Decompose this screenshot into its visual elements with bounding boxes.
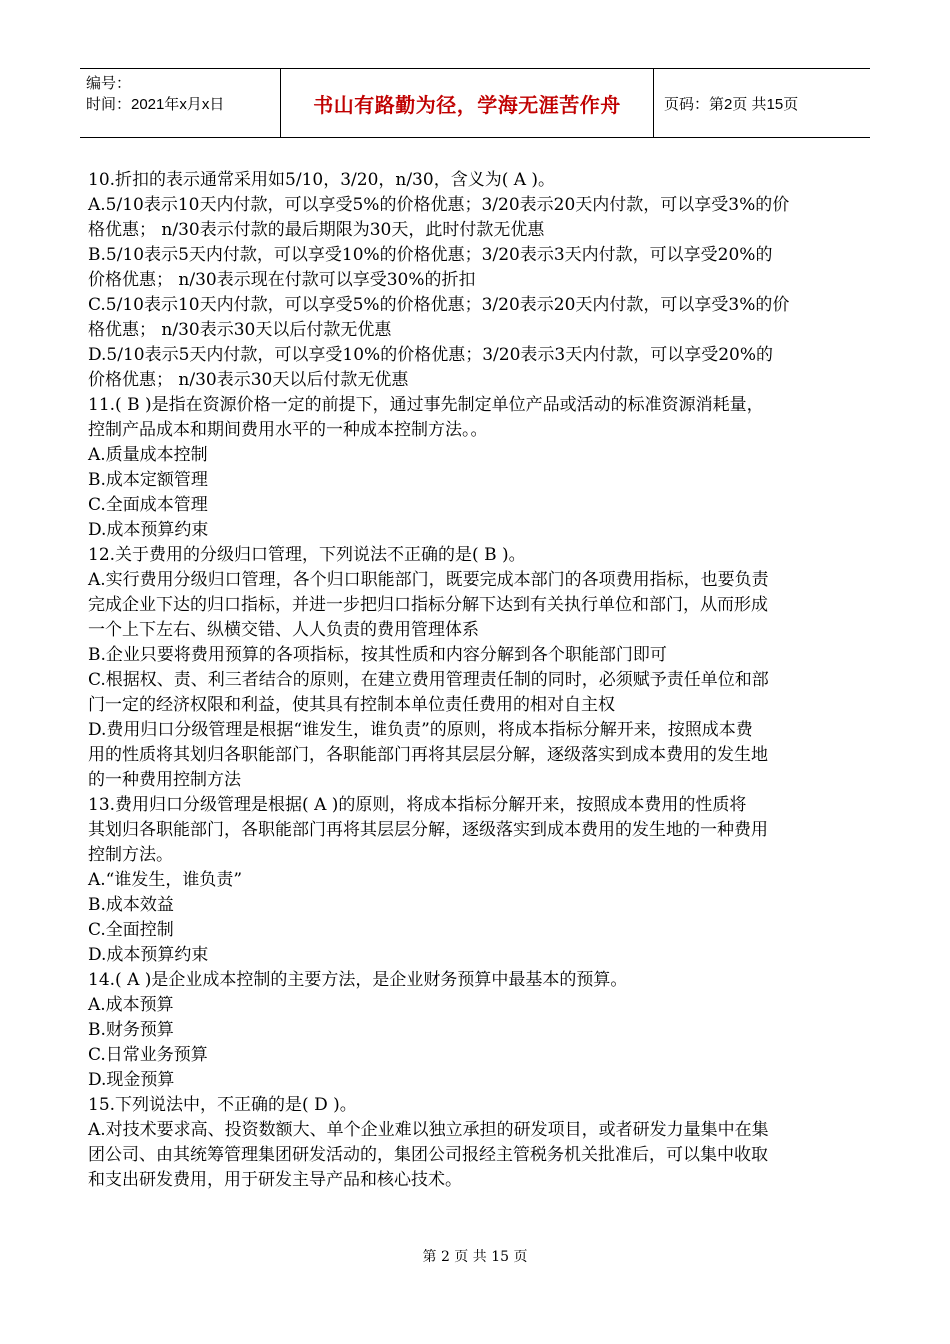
text-line: A.实行费用分级归口管理，各个归口职能部门，既要完成本部门的各项费用指标，也要负责 [88,570,769,590]
text-line: 其划归各职能部门，各职能部门再将其层层分解，逐级落实到成本费用的发生地的一种费用 [88,820,768,840]
document-body [88,168,868,1193]
text-line: C.根据权、责、利三者结合的原则，在建立费用管理责任制的同时，必须赋予责任单位和部 [88,670,769,690]
text-line: B.成本定额管理 [88,470,208,490]
text-line: A.质量成本控制 [88,445,208,465]
header-page-label: 页码：第2页 共15页 [664,95,799,113]
text-line: 价格优惠； n/30表示30天以后付款无优惠 [88,370,409,390]
text-line: 价格优惠； n/30表示现在付款可以享受30%的折扣 [88,270,476,290]
page-footer: 第 2 页 共 15 页 [422,1249,528,1265]
text-line: 格优惠； n/30表示30天以后付款无优惠 [88,320,392,340]
text-line: D.5/10表示5天内付款，可以享受10%的价格优惠；3/20表示3天内付款，可以享受20%的 [88,345,773,365]
date-label: 时间：2021年x月x日 [86,96,225,113]
text-line: B.成本效益 [88,895,174,915]
text-line: 15.下列说法中，不正确的是( D )。 [88,1095,357,1115]
page-header [80,68,870,138]
text-line: 团公司、由其统筹管理集团研发活动的，集团公司报经主管税务机关批准后，可以集中收取 [88,1145,768,1165]
text-line: 格优惠； n/30表示付款的最后期限为30天，此时付款无优惠 [88,220,545,240]
text-line: B.财务预算 [88,1020,174,1040]
header-motto: 书山有路勤为径，学海无涯苦作舟 [281,69,654,137]
text-line: 14.( A )是企业成本控制的主要方法，是企业财务预算中最基本的预算。 [88,970,628,990]
text-line: D.费用归口分级管理是根据“谁发生，谁负责”的原则，将成本指标分解开来，按照成本费 [88,720,753,740]
header-meta [80,69,281,137]
text-line: D.现金预算 [88,1070,175,1090]
text-line: A.成本预算 [88,995,174,1015]
text-line: 门一定的经济权限和利益，使其具有控制本单位责任费用的相对自主权 [88,695,615,715]
text-line: A.对技术要求高、投资数额大、单个企业难以独立承担的研发项目，或者研发力量集中在集 [88,1120,769,1140]
text-line: 的一种费用控制方法 [88,770,241,790]
text-line: 12.关于费用的分级归口管理，下列说法不正确的是( B )。 [88,545,526,565]
text-line: 11.( B )是指在资源价格一定的前提下，通过事先制定单位产品或活动的标准资源消耗量， [88,395,764,415]
text-line: 一个上下左右、纵横交错、人人负责的费用管理体系 [88,620,479,640]
text-line: C.5/10表示10天内付款，可以享受5%的价格优惠；3/20表示20天内付款，可以享受3%的价 [88,295,790,315]
number-label: 编号： [86,75,132,92]
text-line: D.成本预算约束 [88,520,209,540]
text-line: 控制方法。 [88,845,173,865]
text-line: 10.折扣的表示通常采用如5/10，3/20，n/30，含义为( A )。 [88,170,556,190]
text-line: 和支出研发费用，用于研发主导产品和核心技术。 [88,1170,462,1190]
text-line: 用的性质将其划归各职能部门，各职能部门再将其层层分解，逐级落实到成本费用的发生地 [88,745,768,765]
text-line: 控制产品成本和期间费用水平的一种成本控制方法。。 [88,420,488,440]
text-line: C.全面控制 [88,920,174,940]
text-line: A.“谁发生，谁负责” [88,870,243,890]
text-line: 完成企业下达的归口指标，并进一步把归口指标分解下达到有关执行单位和部门，从而形成 [88,595,768,615]
text-line: A.5/10表示10天内付款，可以享受5%的价格优惠；3/20表示20天内付款，可以享受3%的价 [88,195,790,215]
text-line: C.日常业务预算 [88,1045,208,1065]
text-line: C.全面成本管理 [88,495,208,515]
text-line: D.成本预算约束 [88,945,209,965]
text-line: B.5/10表示5天内付款，可以享受10%的价格优惠；3/20表示3天内付款，可以享受20%的 [88,245,773,265]
text-line: B.企业只要将费用预算的各项指标，按其性质和内容分解到各个职能部门即可 [88,645,667,665]
text-line: 13.费用归口分级管理是根据( A )的原则，将成本指标分解开来，按照成本费用的性质将 [88,795,747,815]
